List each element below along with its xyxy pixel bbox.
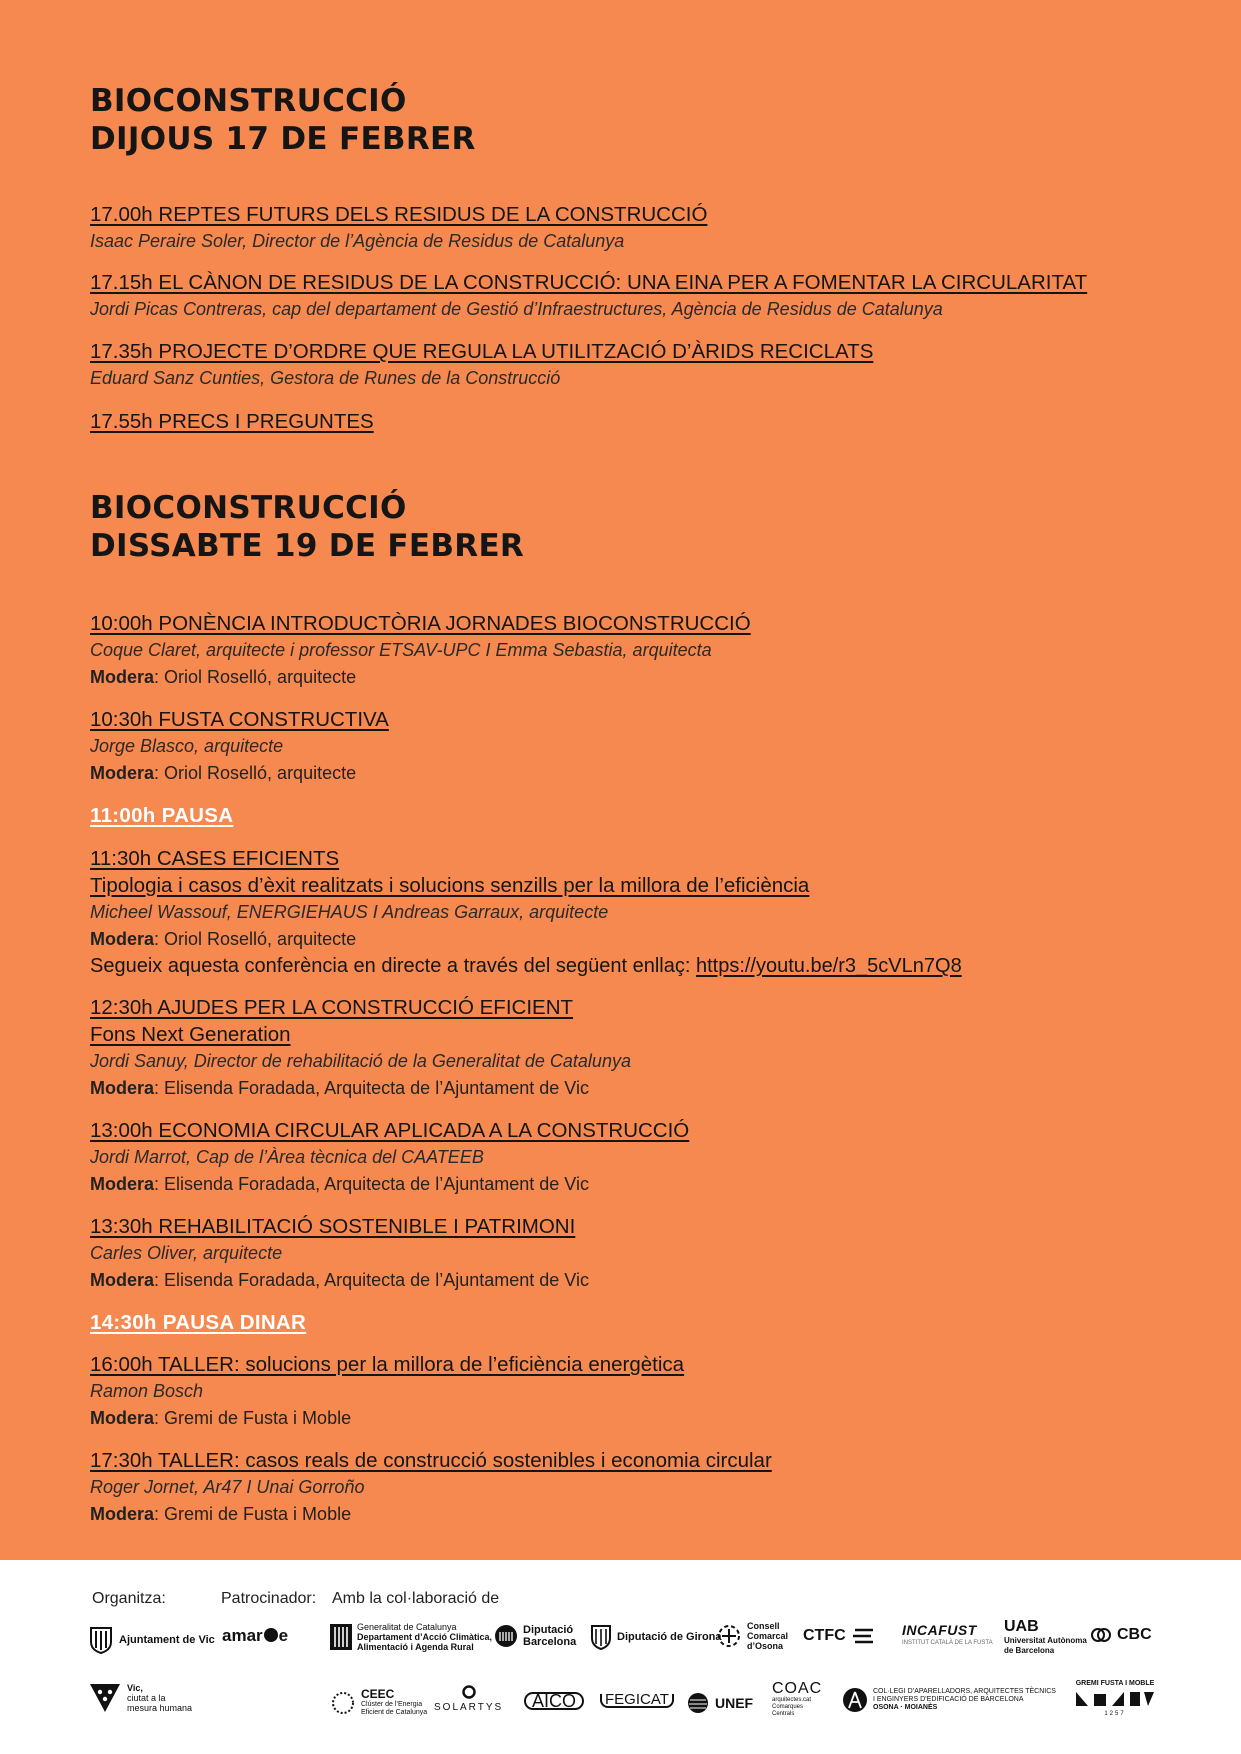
session-title: 12:30h AJUDES PER LA CONSTRUCCIÓ EFICIENT bbox=[90, 996, 574, 1019]
session-speaker: Jorge Blasco, arquitecte bbox=[90, 736, 284, 756]
session-title: 13:00h ECONOMIA CIRCULAR APLICADA A LA CONSTRUCCIÓ bbox=[90, 1119, 690, 1142]
session-speaker: Jordi Picas Contreras, cap del departament de Gestió d’Infraestructures, Agència de Residus de Catalunya bbox=[90, 299, 943, 319]
incafust-logo: INCAFUST INSTITUT CATALÀ DE LA FUSTA bbox=[902, 1622, 993, 1646]
moderator-name: : Oriol Roselló, arquitecte bbox=[154, 667, 357, 687]
session-item bbox=[90, 1118, 1190, 1198]
consell-comarcal-logo: Consell Comarcal d’Osona bbox=[716, 1621, 788, 1651]
moderator-name: : Elisenda Foradada, Arquitecta de l’Ajuntament de Vic bbox=[154, 1078, 589, 1098]
session-item bbox=[90, 611, 1190, 691]
moderator-label: Modera bbox=[90, 1174, 155, 1194]
heading-line-1: BIOCONSTRUCCIÓ bbox=[90, 490, 407, 526]
ctfc-logo: CTFC bbox=[803, 1626, 875, 1646]
session-speaker: Isaac Peraire Soler, Director de l’Agència de Residus de Catalunya bbox=[90, 231, 625, 251]
diputacio-barcelona-logo: Diputació Barcelona bbox=[494, 1624, 576, 1648]
session-title: 17:30h TALLER: casos reals de construcció sostenibles i economia circular bbox=[90, 1449, 772, 1472]
moderator-label: Modera bbox=[90, 1504, 155, 1524]
sponsors-footer bbox=[0, 1560, 1241, 1754]
live-stream-line bbox=[90, 953, 1190, 980]
amarae-logo: amar e bbox=[222, 1626, 289, 1645]
cbc-emblem-icon bbox=[1090, 1624, 1112, 1646]
session-item bbox=[90, 995, 1190, 1102]
uab-logo: UAB Universitat Autònoma de Barcelona bbox=[1004, 1618, 1087, 1655]
vic-ciutat-logo: Vic, ciutat a la mesura humana bbox=[88, 1682, 192, 1714]
session-moderator bbox=[90, 1171, 1190, 1198]
live-stream-text: Segueix aquesta conferència en directe a través del següent enllaç: bbox=[90, 955, 696, 977]
lunch-break: 14:30h PAUSA DINAR bbox=[90, 1311, 307, 1334]
session-item bbox=[90, 1448, 1190, 1528]
session-subtitle: Tipologia i casos d’èxit realitzats i solucions senzills per la millora de l’eficiència bbox=[90, 874, 810, 897]
vic-v-icon bbox=[88, 1682, 122, 1714]
gremi-fusta-moble-logo: GREMI FUSTA I MOBLE 1257 bbox=[1075, 1680, 1155, 1717]
day-heading-saturday bbox=[90, 489, 524, 565]
session-moderator bbox=[90, 760, 1190, 787]
session-speaker: Carles Oliver, arquitecte bbox=[90, 1243, 283, 1263]
moderator-name: : Oriol Roselló, arquitecte bbox=[154, 929, 357, 949]
session-speaker: Jordi Marrot, Cap de l’Àrea tècnica del CAATEEB bbox=[90, 1147, 484, 1167]
moderator-label: Modera bbox=[90, 1078, 155, 1098]
pause-break: 11:00h PAUSA bbox=[90, 804, 234, 827]
session-title: 13:30h REHABILITACIÓ SOSTENIBLE I PATRIMONI bbox=[90, 1215, 576, 1238]
shield-icon bbox=[590, 1624, 612, 1650]
session-title: 17.35h PROJECTE D’ORDRE QUE REGULA LA UTILITZACIÓ D’ÀRIDS RECICLATS bbox=[90, 340, 874, 363]
ajuntament-vic-logo: Ajuntament de Vic bbox=[88, 1626, 215, 1654]
coac-logo: COAC arquitectes.cat Comarques Centrals bbox=[772, 1680, 823, 1717]
unef-logo: UNEF bbox=[686, 1692, 753, 1714]
session-moderator bbox=[90, 664, 1190, 691]
gremi-blocks-icon bbox=[1074, 1690, 1156, 1708]
moderator-name: : Oriol Roselló, arquitecte bbox=[154, 763, 357, 783]
session-item bbox=[90, 202, 1190, 255]
session-moderator bbox=[90, 1267, 1190, 1294]
session-title: 17.55h PRECS I PREGUNTES bbox=[90, 410, 374, 433]
session-speaker: Coque Claret, arquitecte i professor ETSAV-UPC I Emma Sebastia, arquitecta bbox=[90, 640, 712, 660]
shield-icon bbox=[88, 1626, 114, 1654]
moderator-label: Modera bbox=[90, 667, 155, 687]
day-heading-thursday bbox=[90, 82, 476, 158]
session-item bbox=[90, 707, 1190, 787]
session-item bbox=[90, 270, 1190, 323]
session-speaker: Micheel Wassouf, ENERGIEHAUS I Andreas Garraux, arquitecte bbox=[90, 902, 609, 922]
session-item bbox=[90, 846, 1190, 980]
patrocinador-label: Patrocinador: bbox=[221, 1590, 317, 1607]
session-moderator bbox=[90, 1405, 1190, 1432]
session-item bbox=[90, 339, 1190, 392]
session-speaker: Eduard Sanz Cunties, Gestora de Runes de la Construcció bbox=[90, 368, 561, 388]
moderator-name: : Gremi de Fusta i Moble bbox=[154, 1504, 352, 1524]
diputacio-emblem-icon bbox=[494, 1624, 518, 1648]
sun-icon bbox=[461, 1684, 477, 1700]
session-title: 17.15h EL CÀNON DE RESIDUS DE LA CONSTRUCCIÓ: UNA EINA PER A FOMENTAR LA CIRCULARITAT bbox=[90, 271, 1088, 294]
moderator-label: Modera bbox=[90, 763, 155, 783]
moderator-name: : Gremi de Fusta i Moble bbox=[154, 1408, 352, 1428]
session-title: 10:00h PONÈNCIA INTRODUCTÒRIA JORNADES BIOCONSTRUCCIÓ bbox=[90, 612, 751, 635]
cross-emblem-icon bbox=[716, 1623, 742, 1649]
moderator-label: Modera bbox=[90, 929, 155, 949]
fegicat-logo: FEGICAT bbox=[600, 1694, 674, 1708]
session-item bbox=[90, 409, 1190, 435]
stripes-icon bbox=[851, 1626, 875, 1646]
session-speaker: Jordi Sanuy, Director de rehabilitació de la Generalitat de Catalunya bbox=[90, 1051, 631, 1071]
ceec-logo: CEEC Clúster de l’Energia Eficient de Catalunya bbox=[330, 1688, 427, 1717]
generalitat-logo: Generalitat de Catalunya Departament d’Acció Climàtica, Alimentació i Agenda Rural bbox=[330, 1622, 492, 1652]
collaboracio-label: Amb la col·laboració de bbox=[332, 1590, 500, 1607]
compass-emblem-icon bbox=[842, 1687, 868, 1713]
ring-icon bbox=[330, 1690, 356, 1716]
session-speaker: Roger Jornet, Ar47 I Unai Gorroño bbox=[90, 1477, 365, 1497]
live-stream-link[interactable]: https://youtu.be/r3_5cVLn7Q8 bbox=[695, 955, 962, 977]
generalitat-stripes-icon bbox=[330, 1624, 352, 1650]
heading-line-1: BIOCONSTRUCCIÓ bbox=[90, 83, 407, 119]
col-legi-aparelladors-logo: COL·LEGI D’APARELLADORS, ARQUITECTES TÈCNICS I ENGINYERS D’EDIFICACIÓ DE BARCELONA OSONA · MOIANÈS bbox=[842, 1687, 1056, 1713]
session-title: 10:30h FUSTA CONSTRUCTIVA bbox=[90, 708, 389, 731]
heading-line-2: DISSABTE 19 DE FEBRER bbox=[90, 528, 525, 564]
moderator-label: Modera bbox=[90, 1408, 155, 1428]
session-title: 17.00h REPTES FUTURS DELS RESIDUS DE LA CONSTRUCCIÓ bbox=[90, 203, 708, 226]
session-speaker: Ramon Bosch bbox=[90, 1381, 204, 1401]
moderator-name: : Elisenda Foradada, Arquitecta de l’Ajuntament de Vic bbox=[154, 1270, 589, 1290]
session-title: 16:00h TALLER: solucions per la millora de l’eficiència energètica bbox=[90, 1353, 685, 1376]
solartys-logo: SOLARTYS bbox=[434, 1684, 503, 1714]
session-title: 11:30h CASES EFICIENTS bbox=[90, 847, 340, 870]
session-moderator bbox=[90, 1075, 1190, 1102]
session-item bbox=[90, 1214, 1190, 1294]
globe-icon bbox=[686, 1692, 710, 1714]
organitza-label: Organitza: bbox=[92, 1590, 166, 1607]
heading-line-2: DIJOUS 17 DE FEBRER bbox=[90, 121, 476, 157]
session-item bbox=[90, 1352, 1190, 1432]
moderator-name: : Elisenda Foradada, Arquitecta de l’Ajuntament de Vic bbox=[154, 1174, 589, 1194]
moderator-label: Modera bbox=[90, 1270, 155, 1290]
cbc-logo: CBC bbox=[1090, 1624, 1152, 1646]
aico-logo: AICO bbox=[524, 1692, 584, 1710]
diputacio-girona-logo: Diputació de Girona bbox=[590, 1624, 722, 1650]
session-subtitle: Fons Next Generation bbox=[90, 1023, 291, 1046]
session-moderator bbox=[90, 926, 1190, 953]
session-moderator bbox=[90, 1501, 1190, 1528]
